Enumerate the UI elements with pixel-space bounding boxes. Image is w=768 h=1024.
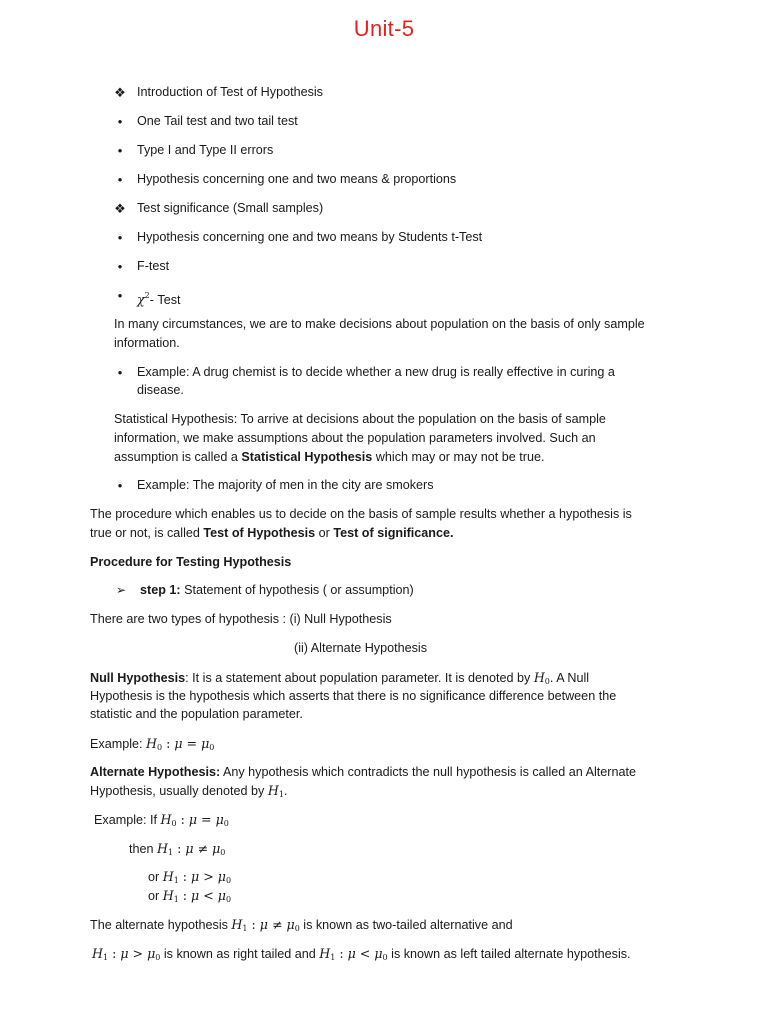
paragraph-line: The procedure which enables us to decide on the basis of sample results whether a hypothesis is xyxy=(90,507,632,521)
math-line: Example: $H_0$ : $\mu = \mu_0$ xyxy=(90,736,215,752)
chi-symbol: χ xyxy=(137,292,145,307)
document-page: Unit-5 ❖ Introduction of Test of Hypothesis • One Tail test and two tail test • Type I and Type II errors • Hypothesis concerning one and two means & proportions ❖ Test significance (Small samples) • Hypothesis concerning one and two means by Students t-Test • F-test • $\chi^2-$ Test In many circumstances, we are to make decisions about population on the basis of only sample information. • Example: A drug chemist is to decide whether a new drug is really effective in curing a disease. Statistical Hypothesis: To arrive at decisions about the population on the basis of sample information, we make assumptions about the population parameters involved. Such an assumption is called a Statistical Hypothesis which may or may not be true. • Example: The majority of men in the city are smokers The procedure which enables us to decide on the basis of sample results whether a hypothesis is true or not, is called Test of Hypothesis or Test of significance. Procedure for Testing Hypothesis ➢ step 1: Statement of hypothesis ( or assumption) There are two types of hypothesis : (i) Null Hypothesis (ii) Alternate Hypothesis Null Hypothesis: It is a statement about population parameter. It is denoted by $H_0$. A Null Hypothesis is the hypothesis which asserts that there is no significance difference between the statistic and the population parameter. Example: $H_0$ : $\mu = \mu_0$ Alternate Hypothesis: Any hypothesis which contradicts the null hypothesis is called an Alternate Hypothesis, usually denoted by $H_1$. Example: If $H_0$ : $\mu = \mu_0$ then $H_1$ : $\mu \ne \mu_0$ or $H_1$ : $\mu > \mu_0$ or $H_1$ : $\mu < \mu_0$ The alternate hypothesis $H_1$ : $\mu \ne \mu_0$ is known as two-tailed alternative and $H_1$ : $\mu > \mu_0$ is known as right tailed and $H_1$ : $\mu < \mu_0$ is known as left tailed alternate hypothesis. xyxy=(0,0,768,1024)
dot-bullet-icon: • xyxy=(117,365,123,380)
paragraph-line: disease. xyxy=(137,383,184,397)
paragraph-line: Hypothesis, usually denoted by $H_1$. xyxy=(90,783,288,799)
diamond-bullet-icon: ❖ xyxy=(114,201,126,216)
diamond-bullet-icon: ❖ xyxy=(114,85,126,100)
dot-bullet-icon: • xyxy=(117,114,123,129)
null-hypothesis-definition: Null Hypothesis: It is a statement about population parameter. It is denoted by $H_0$. A Null xyxy=(90,670,590,686)
page-title: Unit-5 xyxy=(353,16,415,41)
dot-bullet-icon: • xyxy=(117,288,123,303)
paragraph-line: There are two types of hypothesis : (i) Null Hypothesis xyxy=(90,612,392,626)
math-line: or $H_1$ : $\mu < \mu_0$ xyxy=(148,888,232,904)
math-line: or $H_1$ : $\mu > \mu_0$ xyxy=(148,869,232,885)
paragraph-line: Hypothesis is the hypothesis which asserts that there is no significance difference between the xyxy=(90,689,617,703)
paragraph-line: true or not, is called Test of Hypothesis or Test of significance. xyxy=(90,526,454,540)
paragraph-line: statistic and the population parameter. xyxy=(90,707,303,721)
dot-bullet-icon: • xyxy=(117,172,123,187)
math-line: then $H_1$ : $\mu \ne \mu_0$ xyxy=(129,841,226,857)
dot-bullet-icon: • xyxy=(117,478,123,493)
dot-bullet-icon: • xyxy=(117,259,123,274)
paragraph-line: information, we make assumptions about the population parameters involved. Such an xyxy=(114,431,596,445)
arrow-bullet-icon: ➢ xyxy=(115,583,127,597)
section-heading: Procedure for Testing Hypothesis xyxy=(90,555,292,569)
paragraph-line: The alternate hypothesis $H_1$ : $\mu \ne \mu_0$ is known as two-tailed alternative and xyxy=(90,917,513,933)
alternate-hypothesis-definition: Alternate Hypothesis: Any hypothesis which contradicts the null hypothesis is called an Alternate xyxy=(90,765,637,779)
paragraph-line: Statistical Hypothesis: To arrive at decisions about the population on the basis of sample xyxy=(114,412,606,426)
paragraph-line: information. xyxy=(114,336,180,350)
paragraph-line: (ii) Alternate Hypothesis xyxy=(294,641,427,655)
math-line: Example: If $H_0$ : $\mu = \mu_0$ xyxy=(94,812,229,828)
paragraph-line: $H_1$ : $\mu > \mu_0$ is known as right tailed and $H_1$ : $\mu < \mu_0$ is known as left tailed alternate hypothesis. xyxy=(92,946,631,962)
paragraph-line: In many circumstances, we are to make decisions about population on the basis of only sample xyxy=(114,317,645,331)
dot-bullet-icon: • xyxy=(117,143,123,158)
dot-bullet-icon: • xyxy=(117,230,123,245)
paragraph-line: assumption is called a Statistical Hypothesis which may or may not be true. xyxy=(114,450,545,464)
